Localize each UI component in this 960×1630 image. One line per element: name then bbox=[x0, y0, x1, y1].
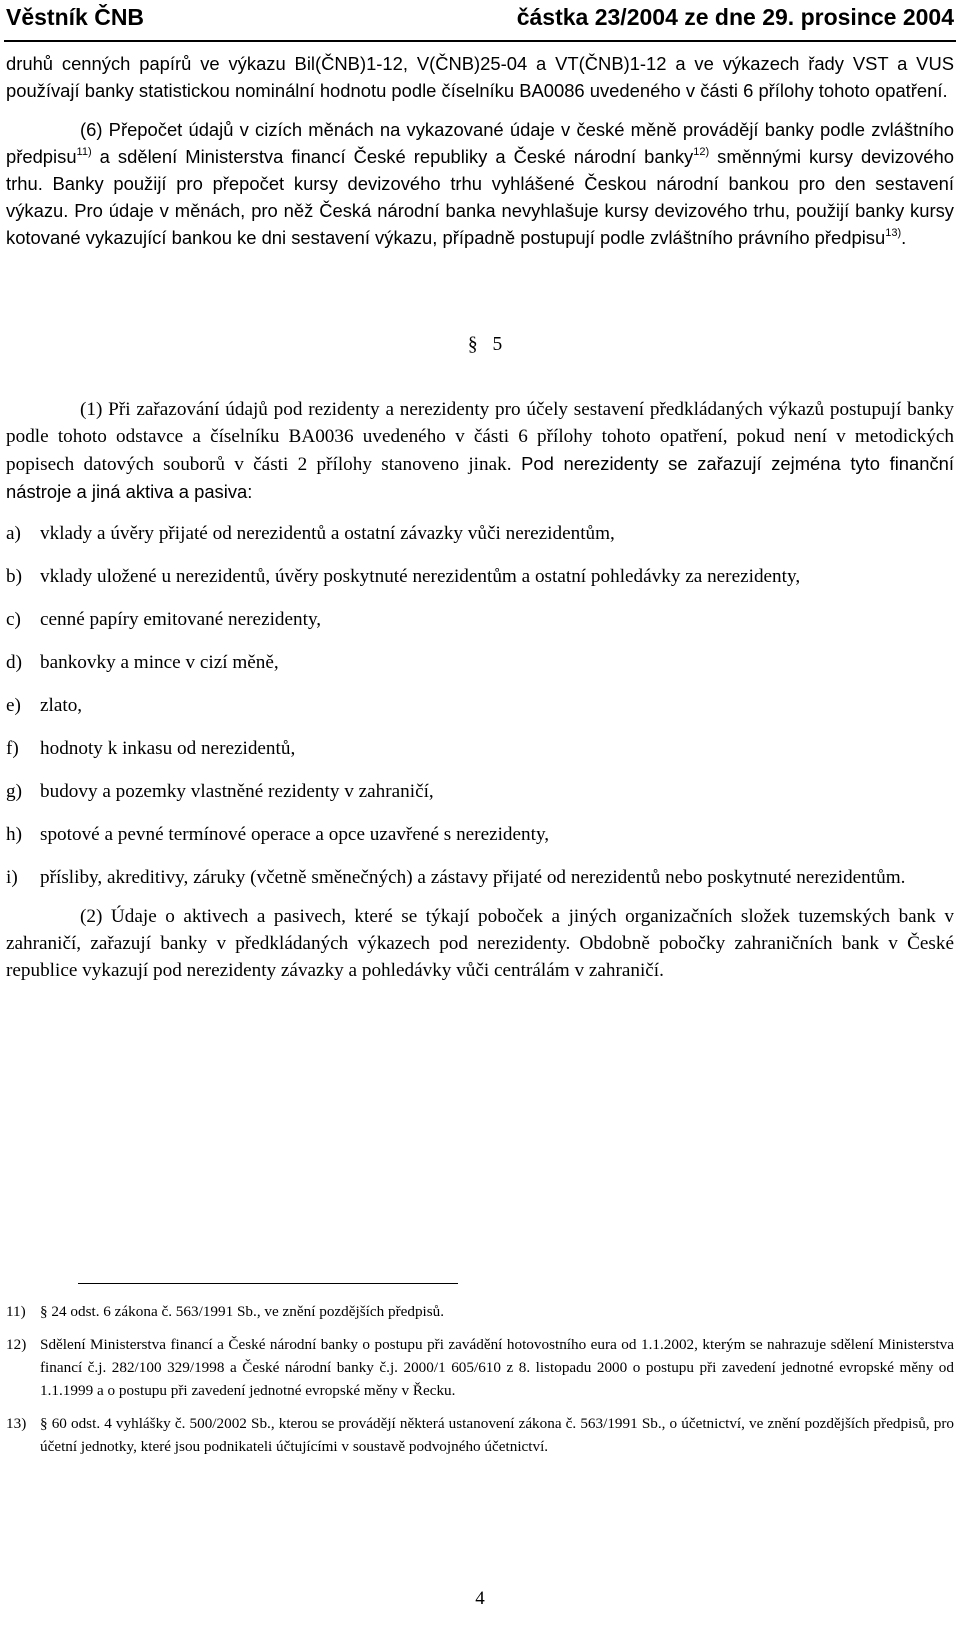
list-item bbox=[6, 821, 954, 848]
list-item bbox=[6, 778, 954, 805]
list-item bbox=[6, 735, 954, 762]
paragraph-6-text-1: (6) Přepočet údajů v cizích měnách na vykazované údaje v české měně provádějí banky podle zvláštního předpisu bbox=[6, 119, 954, 167]
footnote-text: § 24 odst. 6 zákona č. 563/1991 Sb., ve znění pozdějších předpisů. bbox=[40, 1303, 445, 1320]
footnote-number: 11) bbox=[6, 1303, 26, 1320]
list-item-label: f) bbox=[6, 738, 19, 759]
section-symbol: § bbox=[467, 334, 478, 355]
list-item-label: b) bbox=[6, 566, 22, 587]
header-journal-title: Věstník ČNB bbox=[6, 4, 145, 30]
paragraph-6-text-3: směnnými kursy devizového trhu. Banky použijí pro přepočet kursy devizového trhu vyhlášené Českou národní bankou pro den sestavení výkazu. Pro údaje v měnách, pro něž Česká národní banka nevyhlašuje kursy devizového trhu, použijí banky kursy kotované vykazující bankou ke dni sestavení výkazu, případně postupují podle zvláštního právního předpisu bbox=[6, 146, 954, 248]
list-item-text: bankovky a mince v cizí měně, bbox=[40, 652, 279, 673]
footnote bbox=[6, 1300, 954, 1323]
paragraph-2: (2) Údaje o aktivech a pasivech, které se týkají poboček a jiných organizačních složek tuzemských bank v zahraničí, zařazují banky v předkládaných výkazech pod nerezidenty. Obdobně pobočky zahraničních bank v České republice vykazují pod nerezidenty závazky a pohledávky vůči centrálám v zahraničí. bbox=[6, 906, 954, 981]
paragraph-6-text-4: . bbox=[901, 227, 907, 248]
footnote-number: 12) bbox=[6, 1336, 27, 1353]
paragraph-6-text-2: a sdělení Ministerstva financí České republiky a České národní banky bbox=[91, 146, 694, 167]
list-item bbox=[6, 649, 954, 676]
list-item-text: cenné papíry emitované nerezidenty, bbox=[40, 609, 322, 630]
header-issue-date: částka 23/2004 ze dne 29. prosince 2004 bbox=[516, 4, 954, 30]
list-item-label: a) bbox=[6, 523, 21, 544]
paragraph-6 bbox=[6, 116, 954, 251]
list-item bbox=[6, 864, 954, 891]
list-item bbox=[6, 606, 954, 633]
list-item-label: h) bbox=[6, 824, 22, 845]
list-item-text: hodnoty k inkasu od nerezidentů, bbox=[40, 738, 296, 759]
list-item-text: spotové a pevné termínové operace a opce uzavřené s nerezidenty, bbox=[40, 824, 550, 845]
document-body bbox=[6, 50, 954, 984]
footnote-divider bbox=[78, 1283, 458, 1284]
list-item-label: i) bbox=[6, 867, 18, 888]
paragraph-1-text-b: Pod nerezidenty se zařazují zejména tyto finanční nástroje a jiná aktiva a pasiva: bbox=[6, 453, 954, 502]
list-item-label: d) bbox=[6, 652, 22, 673]
footnote bbox=[6, 1333, 954, 1402]
list-item-label: e) bbox=[6, 695, 21, 716]
intro-paragraph: druhů cenných papírů ve výkazu Bil(ČNB)1-12, V(ČNB)25-04 a VT(ČNB)1-12 a ve výkazech řady VST a VUS používají banky statistickou nominální hodnotu podle číselníku BA0086 uvedeného v části 6 přílohy tohoto opatření. bbox=[6, 53, 954, 101]
list-item-text: přísliby, akreditivy, záruky (včetně směnečných) a zástavy přijaté od nerezidentů nebo poskytnuté nerezidentům. bbox=[40, 867, 906, 888]
footnote-text: Sdělení Ministerstva financí a České národní banky o postupu při zavádění hotovostního eura od 1.1.2002, kterým se nahrazuje sdělení Ministerstva financí č.j. 282/100 329/1998 a České národní banky č.j. 2000/1 605/610 z 8. listopadu 2000 o postupu při zavedení jednotné evropské měny od 1.1.1999 a o postupu při zavedení jednotné evropské měny v Řecku. bbox=[40, 1336, 954, 1399]
list-item bbox=[6, 520, 954, 547]
footnote bbox=[6, 1412, 954, 1458]
footnote-ref-12: 12) bbox=[693, 146, 710, 158]
footnotes bbox=[6, 1300, 954, 1468]
paragraph-1-text-a: (1) Při zařazování údajů pod rezidenty a nerezidenty pro účely sestavení předkládaných výkazů postupují banky podle tohoto odstavce a číselníku BA0036 uvedeného v části 6 přílohy tohoto opatření, pokud není v metodických popisech datových souborů v části 2 přílohy stanoveno jinak. bbox=[6, 399, 954, 475]
list-item-text: budovy a pozemky vlastněné rezidenty v zahraničí, bbox=[40, 781, 434, 802]
page-header bbox=[6, 4, 954, 38]
header-divider bbox=[4, 40, 956, 42]
footnote-ref-13: 13) bbox=[885, 227, 902, 239]
footnote-text: § 60 odst. 4 vyhlášky č. 500/2002 Sb., kterou se provádějí některá ustanovení zákona č. 563/1991 Sb., o účetnictví, ve znění pozdějších předpisů, pro účetní jednotky, které jsou podnikateli účtujícími v soustavě podvojného účetnictví. bbox=[40, 1415, 954, 1455]
list-item-text: vklady a úvěry přijaté od nerezidentů a ostatní závazky vůči nerezidentům, bbox=[40, 523, 615, 544]
section-heading bbox=[6, 331, 954, 358]
section-number: 5 bbox=[492, 334, 503, 355]
list-item-text: vklady uložené u nerezidentů, úvěry poskytnuté nerezidentům a ostatní pohledávky za nerezidenty, bbox=[40, 566, 801, 587]
list-item-label: g) bbox=[6, 781, 22, 802]
paragraph-1 bbox=[6, 396, 954, 506]
footnote-number: 13) bbox=[6, 1415, 27, 1432]
footnote-ref-11: 11) bbox=[76, 146, 92, 158]
list-item bbox=[6, 563, 954, 590]
page-number: 4 bbox=[475, 1588, 485, 1609]
instrument-list bbox=[6, 520, 954, 891]
list-item-label: c) bbox=[6, 609, 21, 630]
list-item-text: zlato, bbox=[40, 695, 83, 716]
list-item bbox=[6, 692, 954, 719]
